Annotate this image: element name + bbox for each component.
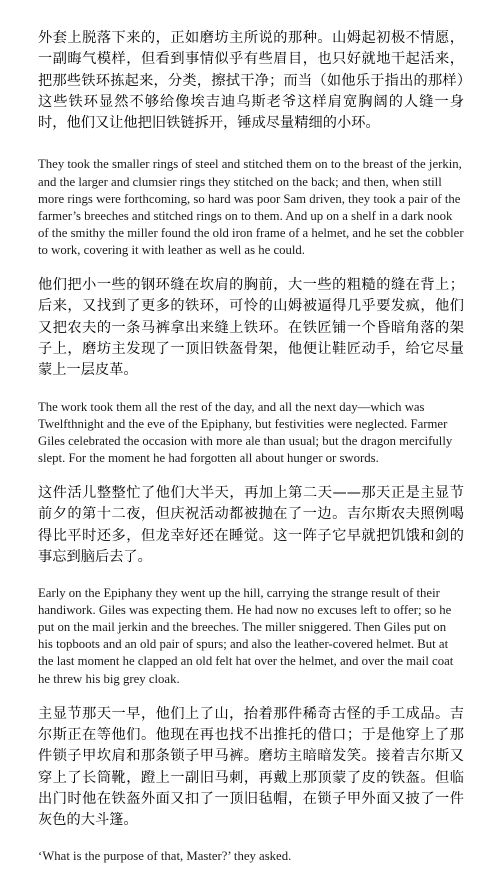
paragraph-zh-3: 这件活儿整整忙了他们大半天，再加上第二天——那天正是主显节前夕的第十二夜，但庆祝活动都被抛在了一边。吉尔斯农夫照例喝得比平时还多，但龙幸好还在睡觉。这一阵子它早就把饥饿和剑的事忘到脑后去了。 xyxy=(38,484,464,565)
paragraph-en-4: ‘What is the purpose of that, Master?’ they asked. xyxy=(38,849,292,864)
paragraph-zh-4: 主显节那天一早，他们上了山，抬着那件稀奇古怪的手工成品。吉尔斯正在等他们。他现在再也找不出推托的借口；于是他穿上了那件锁子甲坎肩和那条锁子甲马裤。磨坊主暗暗发笑。接着吉尔斯又穿上了长筒靴，蹬上一副旧马刺，再戴上那顶蒙了皮的铁盔。但临出门时他在铁盔外面又扣了一顶旧毡帽，在锁子甲外面又披了一件灰色的大斗篷。 xyxy=(38,705,464,829)
paragraph-zh-1: 外套上脱落下来的，正如磨坊主所说的那种。山姆起初极不情愿，一副晦气模样，但看到事情似乎有些眉目，也只好就地干起活来，把那些铁环拣起来，分类，擦拭干净；而当（如他乐于指出的那样）这些铁环显然不够给像埃吉迪乌斯老爷这样肩宽胸阔的人缝一身时，他们又让他把旧铁链拆开，锤成尽量精细的小环。 xyxy=(38,30,464,132)
paragraph-zh-2: 他们把小一些的钢环缝在坎肩的胸前，大一些的粗糙的缝在背上；后来，又找到了更多的铁环，可怜的山姆被逼得几乎要发疯，他们又把农夫的一条马裤拿出来缝上铁环。在铁匠铺一个昏暗角落的架子上，磨坊主发现了一顶旧铁盔骨架，他便让鞋匠动手，给它尽量蒙上一层皮革。 xyxy=(38,277,464,379)
paragraph-en-1: They took the smaller rings of steel and stitched them on to the breast of the jerkin, and the larger and clumsier rings they stitched on the back; and then, when still more rings were forthcoming, so hard was poor Sam driven, they took a pair of the farmer’s breeches and stitched rings on to them. And up on a shelf in a dark nook of the smithy the miller found the old iron frame of a helmet, and he set the cobbler to work, covering it with leather as well as he could. xyxy=(38,157,464,257)
paragraph-en-2: The work took them all the rest of the day, and all the next day—which was Twelfthnight and the eve of the Epiphany, but festivities were neglected. Farmer Giles celebrated the occasion with more ale than usual; but the dragon mercifully slept. For the moment he had forgotten all about hunger or swords. xyxy=(38,399,453,465)
document-page xyxy=(38,28,464,882)
paragraph-en-3: Early on the Epiphany they went up the hill, carrying the strange result of their handiwork. Giles was expecting them. He had now no excuses left to offer; so he put on the mail jerkin and the breeches. The miller sniggered. Then Giles put on his topboots and an old pair of spurs; and also the leather-covered helmet. But at the last moment he clapped an old felt hat over the helmet, and over the mail coat he threw his big grey cloak. xyxy=(38,586,454,686)
